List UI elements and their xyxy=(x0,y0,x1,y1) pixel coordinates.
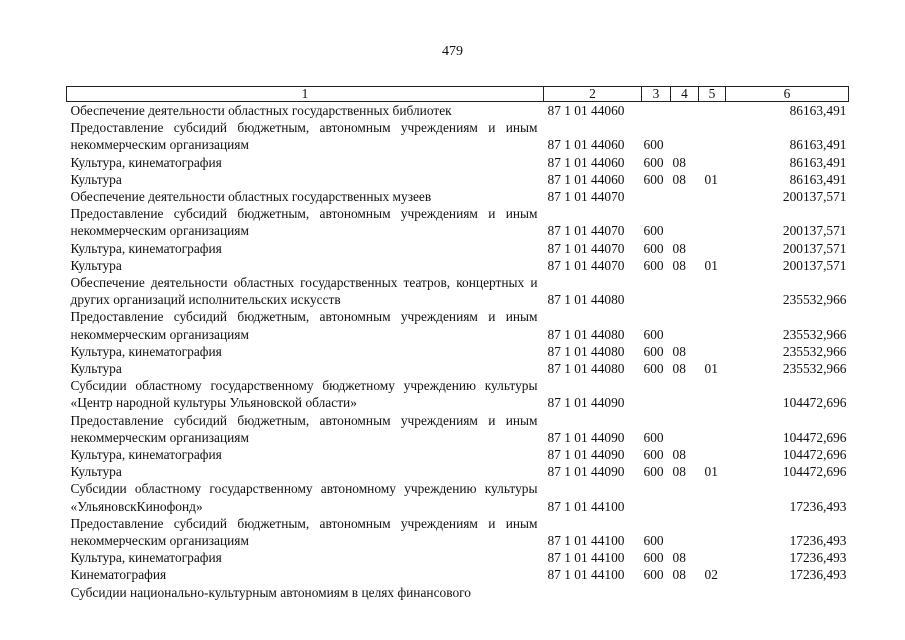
amount: 17236,493 xyxy=(789,550,847,566)
expense-type-code: 600 xyxy=(643,567,664,583)
amount: 86163,491 xyxy=(789,171,847,187)
table-row xyxy=(67,154,849,171)
row-name: Культура, кинематография xyxy=(70,447,222,463)
target-item-code: 87 1 01 44100 xyxy=(547,533,625,549)
expense-type-code: 600 xyxy=(643,326,664,342)
section-code: 08 xyxy=(672,567,686,583)
row-name: Культура, кинематография xyxy=(70,154,222,170)
table-row xyxy=(67,171,849,188)
header-row xyxy=(67,87,849,102)
amount: 200137,571 xyxy=(782,257,847,273)
table-row xyxy=(67,188,849,205)
header-col-section: 4 xyxy=(671,87,699,102)
target-item-code: 87 1 01 44100 xyxy=(547,550,625,566)
target-item-code: 87 1 01 44100 xyxy=(547,498,625,514)
target-item-code: 87 1 01 44080 xyxy=(547,326,625,342)
subsection-code xyxy=(699,412,726,446)
row-name: Предоставление субсидий бюджетным, автономным учреждениям и иным некоммерческим организациям xyxy=(70,309,538,342)
subsection-code xyxy=(699,549,726,566)
row-name: Кинематография xyxy=(70,567,167,583)
row-name: Культура xyxy=(70,257,122,273)
table-row xyxy=(67,584,849,601)
target-item-code: 87 1 01 44060 xyxy=(547,137,625,153)
table-row xyxy=(67,102,849,120)
amount: 86163,491 xyxy=(789,154,847,170)
table-row xyxy=(67,377,849,411)
subsection-code xyxy=(699,308,726,342)
expense-type-code: 600 xyxy=(643,464,664,480)
section-code: 08 xyxy=(672,171,686,187)
target-item-code: 87 1 01 44090 xyxy=(547,395,625,411)
section-code: 08 xyxy=(672,447,686,463)
row-name: Обеспечение деятельности областных государственных театров, концертных и других организаций исполнительских искусств xyxy=(70,275,538,308)
amount: 104472,696 xyxy=(782,464,847,480)
table-row xyxy=(67,446,849,463)
target-item-code: 87 1 01 44080 xyxy=(547,292,625,308)
expense-type-code: 600 xyxy=(643,240,664,256)
section-code xyxy=(671,188,699,205)
amount: 235532,966 xyxy=(782,326,847,342)
section-code: 08 xyxy=(672,240,686,256)
section-code xyxy=(671,480,699,514)
subsection-code xyxy=(699,446,726,463)
row-name: Культура, кинематография xyxy=(70,550,222,566)
table-header xyxy=(67,87,849,102)
header-col-name: 1 xyxy=(67,87,544,102)
section-code: 08 xyxy=(672,361,686,377)
row-name: Субсидии областному государственному бюджетному учреждению культуры «Центр народной культуры Ульяновской области» xyxy=(70,378,538,411)
subsection-code: 01 xyxy=(704,171,718,187)
target-item-code: 87 1 01 44090 xyxy=(547,429,625,445)
row-name: Культура, кинематография xyxy=(70,343,222,359)
subsection-code xyxy=(699,515,726,549)
section-code xyxy=(671,102,699,120)
row-name: Культура, кинематография xyxy=(70,240,222,256)
subsection-code xyxy=(699,119,726,153)
section-code xyxy=(671,515,699,549)
subsection-code xyxy=(699,102,726,120)
expense-type-code xyxy=(642,480,671,514)
section-code: 08 xyxy=(672,550,686,566)
amount: 235532,966 xyxy=(782,361,847,377)
amount: 86163,491 xyxy=(789,103,847,118)
expense-type-code: 600 xyxy=(643,154,664,170)
expense-type-code: 600 xyxy=(643,257,664,273)
section-code xyxy=(671,377,699,411)
expense-type-code xyxy=(642,584,671,601)
table-row xyxy=(67,566,849,583)
expense-type-code: 600 xyxy=(643,343,664,359)
expense-type-code xyxy=(642,274,671,308)
header-col-expense-type: 3 xyxy=(642,87,671,102)
subsection-code: 01 xyxy=(704,464,718,480)
target-item-code: 87 1 01 44060 xyxy=(547,103,625,118)
section-code: 08 xyxy=(672,343,686,359)
table-row xyxy=(67,360,849,377)
subsection-code xyxy=(699,480,726,514)
target-item-code: 87 1 01 44070 xyxy=(547,189,625,205)
table-row xyxy=(67,257,849,274)
subsection-code xyxy=(699,584,726,601)
row-name: Обеспечение деятельности областных государственных музеев xyxy=(70,189,432,205)
expense-type-code xyxy=(642,377,671,411)
amount: 200137,571 xyxy=(782,189,847,205)
target-item-code: 87 1 01 44080 xyxy=(547,361,625,377)
subsection-code xyxy=(699,154,726,171)
subsection-code xyxy=(699,188,726,205)
amount: 200137,571 xyxy=(782,240,847,256)
amount: 104472,696 xyxy=(782,395,847,411)
subsection-code: 01 xyxy=(704,257,718,273)
section-code: 08 xyxy=(672,154,686,170)
amount xyxy=(726,584,849,601)
section-code: 08 xyxy=(672,464,686,480)
subsection-code xyxy=(699,377,726,411)
row-name: Культура xyxy=(70,464,122,480)
expense-type-code: 600 xyxy=(643,429,664,445)
amount: 17236,493 xyxy=(789,533,847,549)
header-col-amount: 6 xyxy=(726,87,849,102)
table-row xyxy=(67,412,849,446)
table-row xyxy=(67,480,849,514)
target-item-code xyxy=(544,584,642,601)
table-row xyxy=(67,205,849,239)
subsection-code xyxy=(699,205,726,239)
table-row xyxy=(67,274,849,308)
expense-type-code: 600 xyxy=(643,550,664,566)
section-code xyxy=(671,584,699,601)
table-row xyxy=(67,119,849,153)
amount: 86163,491 xyxy=(789,137,847,153)
amount: 17236,493 xyxy=(789,567,847,583)
expense-type-code xyxy=(642,188,671,205)
subsection-code xyxy=(699,274,726,308)
target-item-code: 87 1 01 44070 xyxy=(547,240,625,256)
budget-table xyxy=(66,86,849,601)
section-code xyxy=(671,412,699,446)
expense-type-code: 600 xyxy=(643,223,664,239)
header-col-target-item: 2 xyxy=(544,87,642,102)
amount: 17236,493 xyxy=(789,498,847,514)
expense-type-code: 600 xyxy=(643,533,664,549)
table-row xyxy=(67,515,849,549)
target-item-code: 87 1 01 44060 xyxy=(547,154,625,170)
target-item-code: 87 1 01 44100 xyxy=(547,567,625,583)
expense-type-code: 600 xyxy=(643,171,664,187)
section-code xyxy=(671,274,699,308)
row-name: Предоставление субсидий бюджетным, автономным учреждениям и иным некоммерческим организациям xyxy=(70,120,538,153)
table-row xyxy=(67,463,849,480)
amount: 104472,696 xyxy=(782,447,847,463)
table-body xyxy=(67,102,849,601)
row-name: Предоставление субсидий бюджетным, автономным учреждениям и иным некоммерческим организациям xyxy=(70,515,538,549)
expense-type-code xyxy=(642,102,671,120)
row-name: Предоставление субсидий бюджетным, автономным учреждениям и иным некоммерческим организациям xyxy=(70,412,538,445)
table-row xyxy=(67,343,849,360)
expense-type-code: 600 xyxy=(643,361,664,377)
section-code xyxy=(671,205,699,239)
row-name: Обеспечение деятельности областных государственных библиотек xyxy=(70,103,452,118)
target-item-code: 87 1 01 44070 xyxy=(547,223,625,239)
row-name: Культура xyxy=(70,361,122,377)
page-number: 479 xyxy=(442,44,463,59)
target-item-code: 87 1 01 44090 xyxy=(547,464,625,480)
table-row xyxy=(67,240,849,257)
amount: 235532,966 xyxy=(782,343,847,359)
row-name: Культура xyxy=(70,171,122,187)
header-col-subsection: 5 xyxy=(699,87,726,102)
section-code xyxy=(671,308,699,342)
row-name: Субсидии областному государственному автономному учреждению культуры «УльяновскКинофонд» xyxy=(70,481,538,514)
expense-type-code: 600 xyxy=(643,137,664,153)
subsection-code: 01 xyxy=(704,361,718,377)
section-code: 08 xyxy=(672,257,686,273)
subsection-code: 02 xyxy=(704,567,718,583)
target-item-code: 87 1 01 44060 xyxy=(547,171,625,187)
target-item-code: 87 1 01 44080 xyxy=(547,343,625,359)
amount: 235532,966 xyxy=(782,292,847,308)
row-name: Предоставление субсидий бюджетным, автономным учреждениям и иным некоммерческим организациям xyxy=(70,206,538,239)
amount: 104472,696 xyxy=(782,429,847,445)
subsection-code xyxy=(699,240,726,257)
target-item-code: 87 1 01 44090 xyxy=(547,447,625,463)
amount: 200137,571 xyxy=(782,223,847,239)
table-row xyxy=(67,549,849,566)
table-row xyxy=(67,308,849,342)
section-code xyxy=(671,119,699,153)
expense-type-code: 600 xyxy=(643,447,664,463)
subsection-code xyxy=(699,343,726,360)
row-name: Субсидии национально-культурным автономиям в целях финансового xyxy=(70,584,471,600)
target-item-code: 87 1 01 44070 xyxy=(547,257,625,273)
